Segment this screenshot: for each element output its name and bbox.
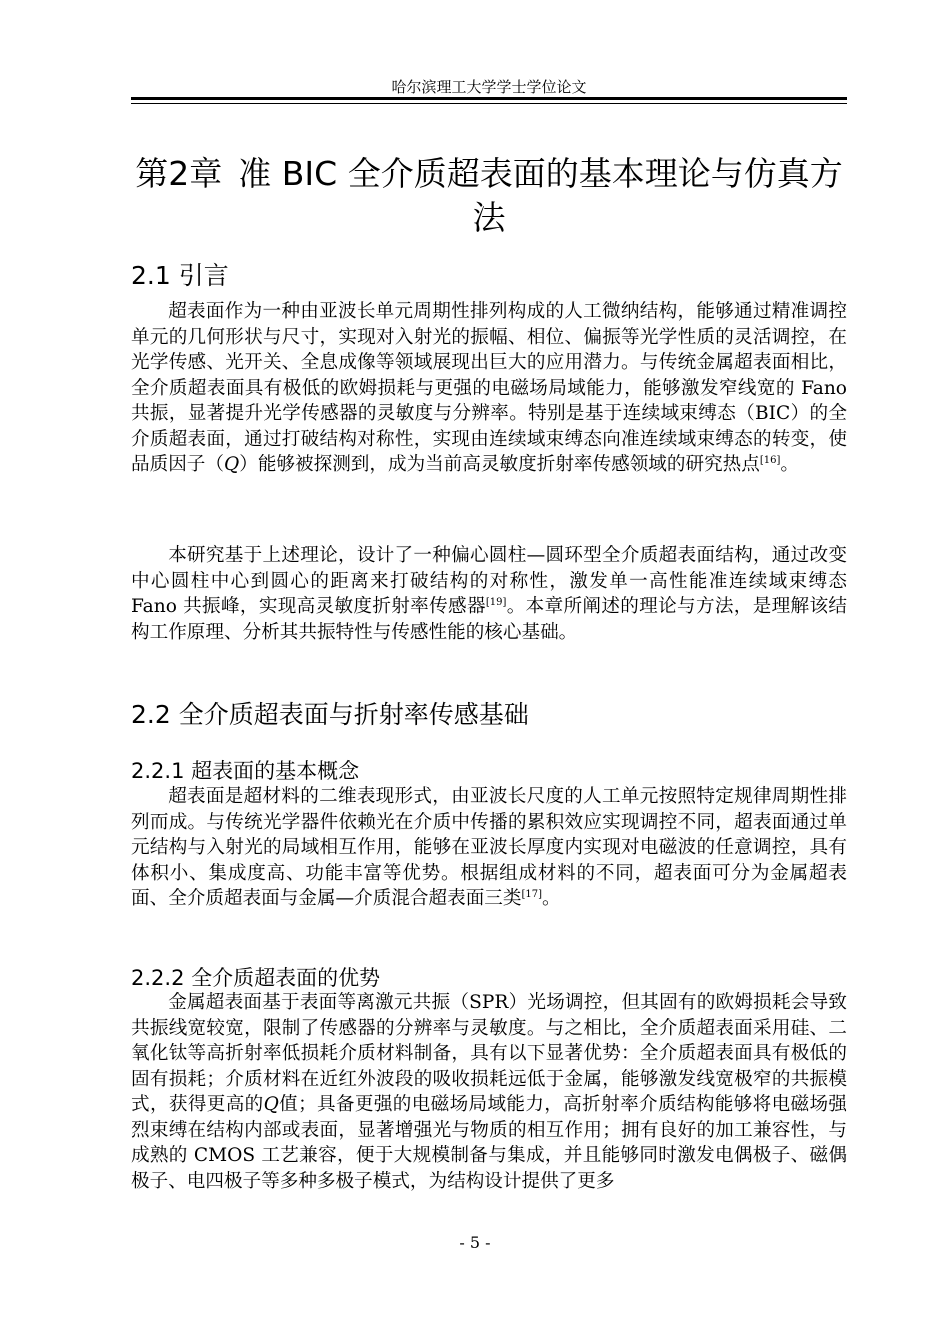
paragraph-intro-2: 本研究基于上述理论，设计了一种偏心圆柱—圆环型全介质超表面结构，通过改变中心圆柱中心到圆心的距离来打破结构的对称性，激发单一高性能准连续域束缚态 Fano 共振峰，实现高灵敏度折射率传感器[19]。本章所阐述的理论与方法，是理解该结构工作原理、分析其共振特性与传感性能的核心基础。 bbox=[131, 545, 847, 643]
section-heading-2-2: 2.2 全介质超表面与折射率传感基础 bbox=[131, 700, 529, 729]
paragraph-intro-1: 超表面作为一种由亚波长单元周期性排列构成的人工微纳结构，能够通过精准调控单元的几何形状与尺寸，实现对入射光的振幅、相位、偏振等光学性质的灵活调控，在光学传感、光开关、全息成像等领域展现出巨大的应用潜力。与传统金属超表面相比，全介质超表面具有极低的欧姆损耗与更强的电磁场局域能力，能够激发窄线宽的 Fano 共振，显著提升光学传感器的灵敏度与分辨率。特别是基于连续域束缚态（BIC）的全介质超表面，通过打破结构对称性，实现由连续域束缚态向准连续域束缚态的转变，使品质因子（Q）能够被探测到，成为当前高灵敏度折射率传感领域的研究热点[16]。 bbox=[131, 301, 847, 475]
paragraph-metasurface-concept: 超表面是超材料的二维表现形式，由亚波长尺度的人工单元按照特定规律周期性排列而成。与传统光学器件依赖光在介质中传播的累积效应实现调控不同，超表面通过单元结构与入射光的局域相互作用，能够在亚波长厚度内实现对电磁波的任意调控，具有体积小、集成度高、功能丰富等优势。根据组成材料的不同，超表面可分为金属超表面、全介质超表面与金属—介质混合超表面三类[17]。 bbox=[131, 786, 847, 909]
section-heading-2-1: 2.1 引言 bbox=[131, 261, 229, 290]
chapter-title-text: 准 BIC 全介质超表面的基本理论与仿真方法 bbox=[238, 154, 843, 237]
citation: [17] bbox=[521, 889, 543, 900]
section-heading-2-2-2: 2.2.2 全介质超表面的优势 bbox=[131, 966, 381, 990]
chapter-title bbox=[131, 152, 847, 240]
running-header: 哈尔滨理工大学学士学位论文 bbox=[391, 78, 587, 96]
section-heading-2-2-1: 2.2.1 超表面的基本概念 bbox=[131, 759, 360, 783]
header-rule-thin bbox=[131, 103, 847, 104]
citation: [16] bbox=[759, 455, 781, 466]
page-number: - 5 - bbox=[459, 1233, 491, 1252]
chapter-number: 第2章 bbox=[135, 154, 223, 193]
citation: [19] bbox=[485, 597, 507, 608]
paragraph-dielectric-advantages: 金属超表面基于表面等离激元共振（SPR）光场调控，但其固有的欧姆损耗会导致共振线宽较宽，限制了传感器的分辨率与灵敏度。与之相比，全介质超表面采用硅、二氧化钛等高折射率低损耗介质材料制备，具有以下显著优势：全介质超表面具有极低的固有损耗；介质材料在近红外波段的吸收损耗远低于金属，能够激发线宽极窄的共振模式，获得更高的Q值；具备更强的电磁场局域能力，高折射率介质结构能够将电磁场强烈束缚在结构内部或表面，显著增强光与物质的相互作用；拥有良好的加工兼容性，与成熟的 CMOS 工艺兼容，便于大规模制备与集成，并且能够同时激发电偶极子、磁偶极子、电四极子等多种多极子模式，为结构设计提供了更多 bbox=[131, 992, 847, 1192]
header-rule-thick bbox=[131, 97, 847, 100]
